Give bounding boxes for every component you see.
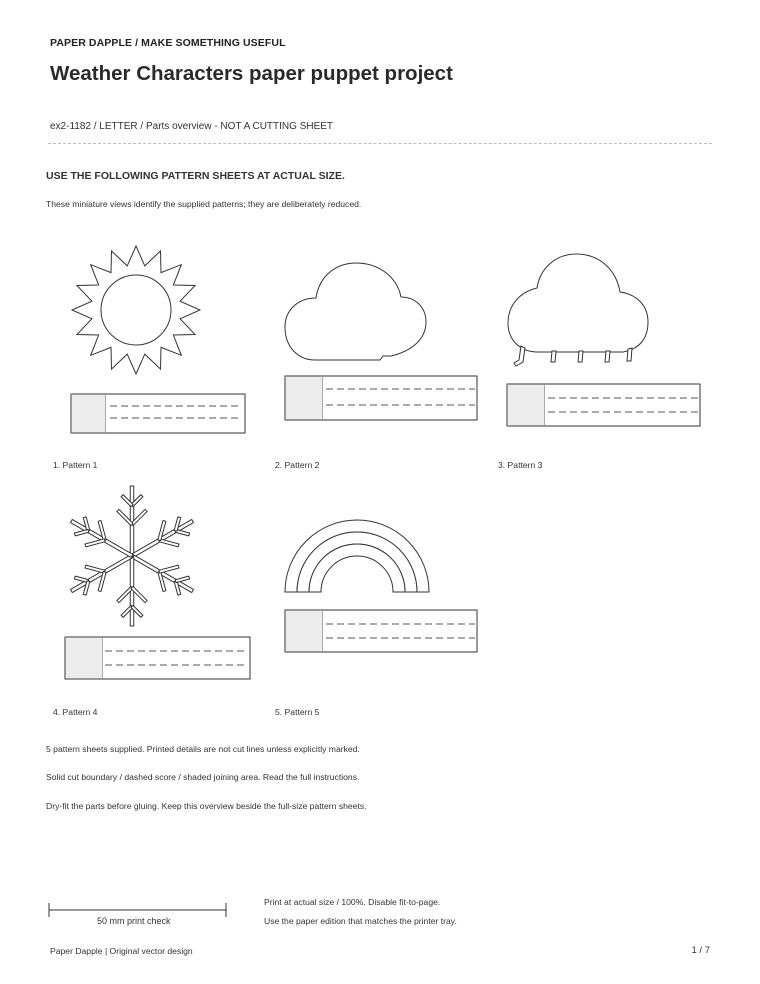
pattern-4-thumbnail	[55, 490, 265, 690]
snowflake-icon	[71, 486, 194, 626]
joining-tab	[507, 384, 700, 426]
page-number: 1 / 7	[691, 945, 710, 956]
note-dry-fit: Dry-fit the parts before gluing. Keep this overview beside the full-size pattern sheets.	[46, 801, 367, 811]
section-heading: USE THE FOLLOWING PATTERN SHEETS AT ACTUAL SIZE.	[46, 170, 345, 182]
pattern-2-caption: 2. Pattern 2	[275, 460, 320, 470]
pattern-1-caption: 1. Pattern 1	[53, 460, 98, 470]
note-legend: Solid cut boundary / dashed score / shaded joining area. Read the full instructions.	[46, 772, 360, 782]
pattern-5-caption: 5. Pattern 5	[275, 707, 320, 717]
print-note-paper: Use the paper edition that matches the printer tray.	[264, 916, 457, 926]
pattern-1-thumbnail	[60, 240, 260, 440]
joining-tab	[65, 637, 250, 679]
sun-icon	[72, 246, 200, 374]
pattern-3-caption: 3. Pattern 3	[498, 460, 543, 470]
joining-tab	[71, 394, 245, 433]
rain-cloud-icon	[508, 254, 648, 366]
scale-bar-label: 50 mm print check	[97, 916, 171, 926]
page-title: Weather Characters paper puppet project	[50, 62, 453, 85]
joining-tab	[285, 610, 477, 652]
note-sheets: 5 pattern sheets supplied. Printed details are not cut lines unless explicitly marked.	[46, 744, 360, 754]
rainbow-icon	[285, 520, 429, 592]
pattern-2-thumbnail	[280, 255, 490, 425]
dashed-divider	[48, 143, 712, 144]
pattern-4-caption: 4. Pattern 4	[53, 707, 98, 717]
brand-line: PAPER DAPPLE / MAKE SOMETHING USEFUL	[50, 37, 286, 49]
footer-credit: Paper Dapple | Original vector design	[50, 946, 193, 956]
pattern-5-thumbnail	[280, 510, 490, 660]
joining-tab	[285, 376, 477, 420]
pattern-3-thumbnail	[500, 250, 710, 430]
intro-text: These miniature views identify the supplied patterns; they are deliberately reduced.	[46, 199, 362, 209]
cloud-icon	[285, 263, 426, 360]
meta-line: ex2-1182 / LETTER / Parts overview - NOT A CUTTING SHEET	[50, 121, 334, 132]
print-note-actual-size: Print at actual size / 100%. Disable fit-to-page.	[264, 897, 441, 907]
